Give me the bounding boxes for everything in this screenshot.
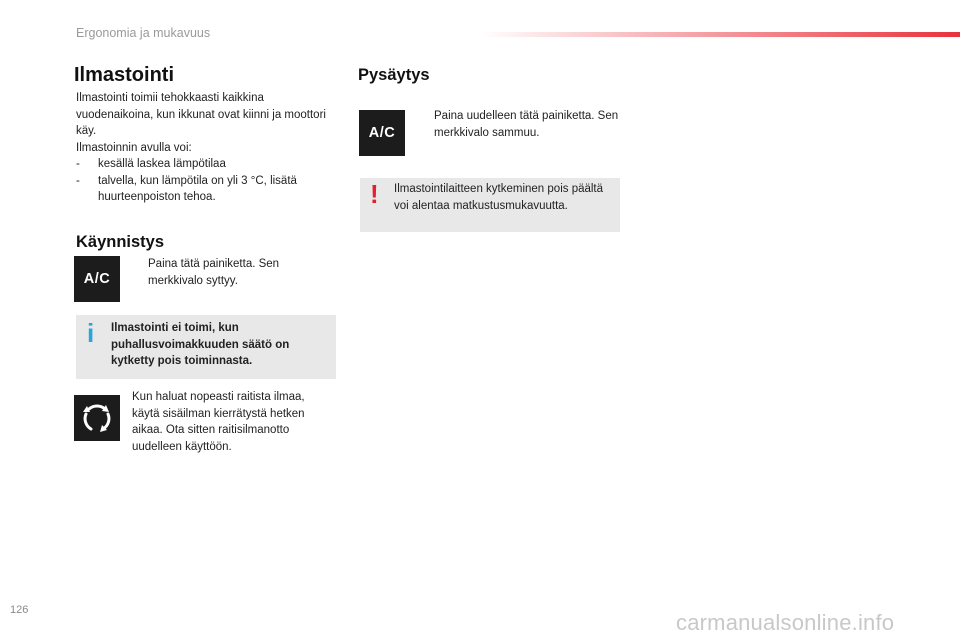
bullet-dash: - (76, 158, 80, 170)
recirculation-text: Kun haluat nopeasti raitista ilmaa, käytä sisäilman kierrätystä hetken aikaa. Ota sitten raitisilmanotto uudelleen käyttöön. (132, 391, 305, 453)
step-arrow-icon (418, 108, 434, 141)
intro-text (76, 90, 326, 206)
list-item (76, 173, 326, 206)
ac-label: A/C (83, 271, 111, 287)
chapter-title: Ergonomia ja mukavuus (76, 26, 211, 40)
section-title-pysaytys: Pysäytys (358, 66, 430, 84)
stop-step-text: Paina uudelleen tätä painiketta. Sen merkkivalo sammuu. (434, 110, 619, 139)
start-step-text: Paina tätä painiketta. Sen merkkivalo syttyy. (148, 258, 280, 287)
section-title-kaynnistys: Käynnistys (76, 233, 165, 251)
list-item (76, 156, 326, 173)
warning-note-text: Ilmastointilaitteen kytkeminen pois päältä voi alentaa matkustusmukavuutta. (394, 183, 604, 212)
intro-paragraph: Ilmastointi toimii tehokkaasti kaikkina vuodenaikoina, kun ikkunat ovat kiinni ja moottori käy. (76, 92, 326, 137)
recirculation-icon (79, 400, 115, 436)
chapter-accent-bar (480, 32, 960, 37)
page-number: 126 (10, 604, 29, 616)
info-note-text: Ilmastointi ei toimi, kun puhallusvoimakkuuden säätö on kytketty pois toiminnasta. (111, 322, 290, 367)
recirculation-button-icon (74, 395, 120, 441)
ac-label: A/C (368, 125, 396, 141)
stop-step (418, 108, 628, 141)
warning-note-box (360, 178, 620, 232)
bullet-dash: - (76, 174, 80, 187)
list-item-text: kesällä laskea lämpötilaa (98, 158, 226, 170)
ac-button-icon (359, 110, 405, 156)
feature-list (76, 156, 326, 206)
info-note-box (76, 315, 336, 379)
start-step (132, 256, 312, 289)
list-item-text: talvella, kun lämpötila on yli 3 °C, lisätä huurteenpoiston tehoa. (98, 174, 297, 203)
watermark: carmanualsonline.info (676, 610, 895, 635)
ac-button-icon (74, 256, 120, 302)
intro-lead: Ilmastoinnin avulla voi: (76, 141, 192, 154)
info-icon: i (87, 318, 95, 348)
step-arrow-icon (132, 256, 148, 289)
section-title-ilmastointi: Ilmastointi (74, 64, 175, 86)
warning-icon: ! (370, 179, 379, 209)
